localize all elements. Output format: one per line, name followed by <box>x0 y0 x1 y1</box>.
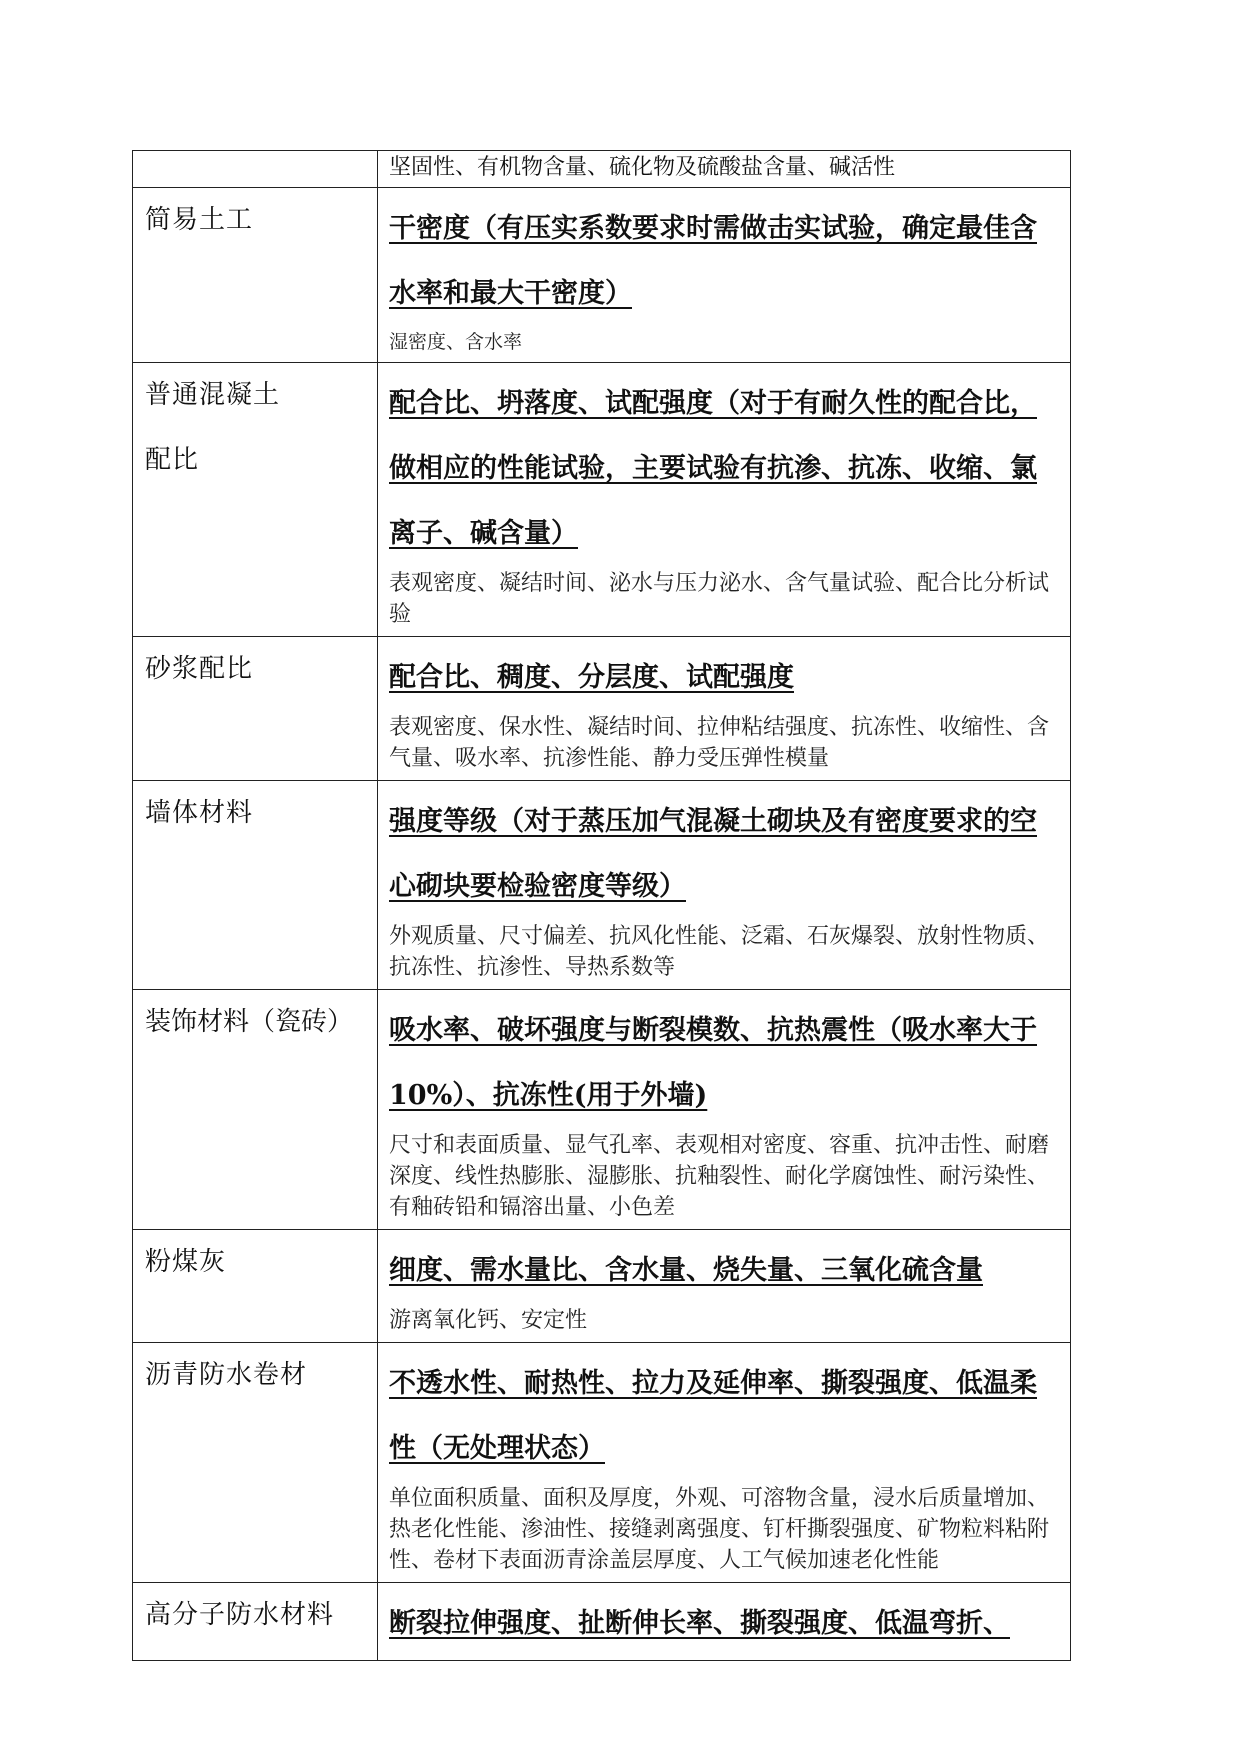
optional-items: 坚固性、有机物含量、硫化物及硫酸盐含量、碱活性 <box>389 155 896 180</box>
items-cell <box>378 637 1071 781</box>
required-items: 断裂拉伸强度、扯断伸长率、撕裂强度、低温弯折、 <box>389 1608 1010 1639</box>
category-cell <box>133 188 378 363</box>
category-cell <box>133 1230 378 1343</box>
category-name: 简易土工 <box>145 205 254 235</box>
required-items: 不透水性、耐热性、拉力及延伸率、撕裂强度、低温柔性（无处理状态） <box>389 1368 1037 1464</box>
test-items-table <box>132 150 1071 1661</box>
optional-items: 游离氧化钙、安定性 <box>389 1308 588 1333</box>
category-name: 砂浆配比 <box>145 654 254 684</box>
optional-items: 表观密度、保水性、凝结时间、拉伸粘结强度、抗冻性、收缩性、含气量、吸水率、抗渗性能、静力受压弹性模量 <box>389 715 1050 771</box>
table-row <box>133 188 1071 363</box>
category-name: 墙体材料 <box>145 798 254 828</box>
required-items: 细度、需水量比、含水量、烧失量、三氧化硫含量 <box>389 1255 983 1286</box>
category-cell <box>133 1343 378 1583</box>
required-items: 强度等级（对于蒸压加气混凝土砌块及有密度要求的空心砌块要检验密度等级） <box>389 806 1037 902</box>
category-name: 沥青防水卷材 <box>145 1360 308 1390</box>
optional-items: 外观质量、尺寸偏差、抗风化性能、泛霜、石灰爆裂、放射性物质、抗冻性、抗渗性、导热系数等 <box>389 924 1050 980</box>
items-cell <box>378 188 1071 363</box>
table-row <box>133 1230 1071 1343</box>
category-name: 粉煤灰 <box>145 1247 227 1277</box>
category-name-line2: 配比 <box>145 445 200 475</box>
required-items: 干密度（有压实系数要求时需做击实试验，确定最佳含水率和最大干密度） <box>389 213 1037 309</box>
table-row <box>133 781 1071 990</box>
category-name: 高分子防水材料 <box>145 1600 335 1630</box>
category-name: 普通混凝土 <box>145 380 281 410</box>
items-cell <box>378 363 1071 637</box>
table-row <box>133 1343 1071 1583</box>
category-cell <box>133 990 378 1230</box>
items-cell <box>378 1343 1071 1583</box>
optional-items: 表观密度、凝结时间、泌水与压力泌水、含气量试验、配合比分析试验 <box>389 571 1050 627</box>
items-cell <box>378 990 1071 1230</box>
table-row <box>133 990 1071 1230</box>
optional-items: 单位面积质量、面积及厚度，外观、可溶物含量，浸水后质量增加、热老化性能、渗油性、接缝剥离强度、钉杆撕裂强度、矿物粒料粘附性、卷材下表面沥青涂盖层厚度、人工气候加速老化性能 <box>389 1486 1050 1573</box>
table-row <box>133 637 1071 781</box>
optional-items: 湿密度、含水率 <box>389 331 523 353</box>
category-name: 装饰材料（瓷砖） <box>145 1007 354 1037</box>
required-items: 配合比、稠度、分层度、试配强度 <box>389 662 794 693</box>
required-items: 吸水率、破坏强度与断裂模数、抗热震性（吸水率大于 10%）、抗冻性(用于外墙) <box>389 1015 1037 1111</box>
items-cell <box>378 1583 1071 1661</box>
required-items: 配合比、坍落度、试配强度（对于有耐久性的配合比，做相应的性能试验，主要试验有抗渗、抗冻、收缩、氯离子、碱含量） <box>389 388 1037 549</box>
category-cell <box>133 363 378 637</box>
items-cell <box>378 151 1071 188</box>
category-cell <box>133 781 378 990</box>
category-cell <box>133 637 378 781</box>
items-cell <box>378 1230 1071 1343</box>
table-row <box>133 363 1071 637</box>
optional-items: 尺寸和表面质量、显气孔率、表观相对密度、容重、抗冲击性、耐磨深度、线性热膨胀、湿膨胀、抗釉裂性、耐化学腐蚀性、耐污染性、有釉砖铅和镉溶出量、小色差 <box>389 1133 1050 1220</box>
category-cell <box>133 1583 378 1661</box>
items-cell <box>378 781 1071 990</box>
table-row <box>133 1583 1071 1661</box>
